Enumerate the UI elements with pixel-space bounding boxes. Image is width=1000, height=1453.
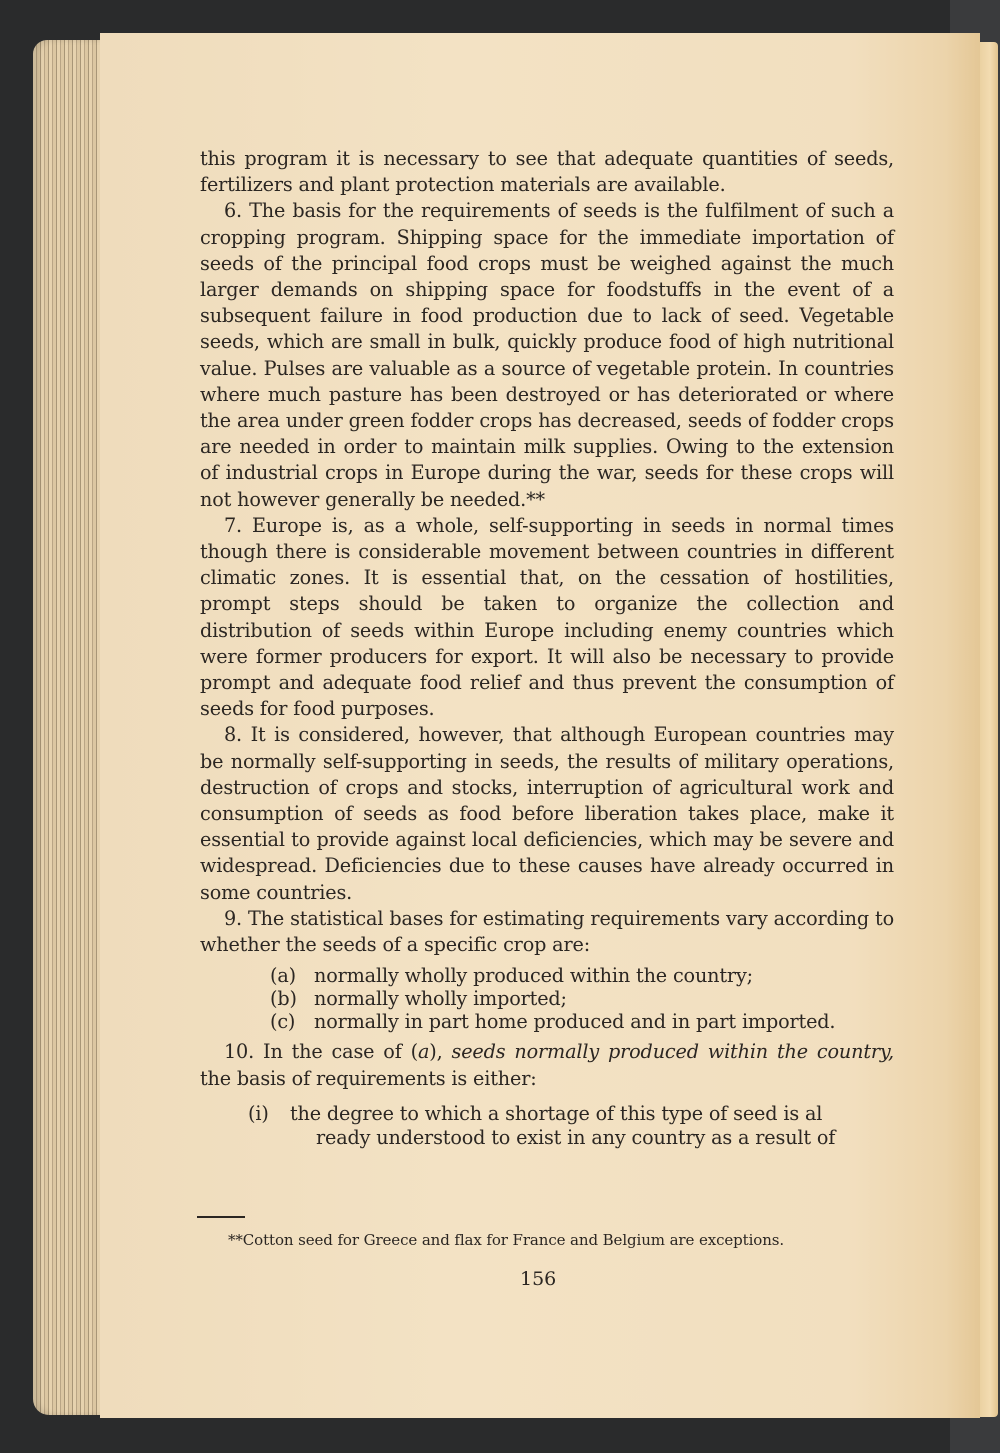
paragraph-intro: this program it is necessary to see that adequate quantities of seeds, fertilizers and plant protection materials are available. <box>200 147 894 197</box>
page-body <box>200 146 894 1150</box>
p10-mid: ), <box>429 1040 452 1064</box>
sub-text-line-1: the degree to which a shortage of this type of seed is al <box>290 1101 823 1125</box>
page-edge-right <box>978 42 998 1417</box>
list-text: normally wholly produced within the country; <box>314 964 753 988</box>
seed-source-list <box>200 964 894 1033</box>
sub-text-line-2: ready understood to exist in any country as a result of <box>316 1125 836 1149</box>
p10-lead: 10. In the case of ( <box>224 1040 418 1064</box>
list-marker: (b) <box>270 987 297 1011</box>
footnote-rule <box>197 1216 245 1218</box>
list-marker: (a) <box>270 964 296 988</box>
footnote: **Cotton seed for Greece and flax for France and Belgium are exceptions. <box>228 1231 785 1249</box>
paragraph-10 <box>200 1039 894 1091</box>
p10-letter: a <box>417 1040 430 1064</box>
sub-item-i <box>200 1102 894 1150</box>
sub-text <box>290 1102 894 1150</box>
list-marker: (c) <box>270 1010 296 1034</box>
page-number: 156 <box>520 1268 557 1290</box>
list-item-a <box>200 964 894 987</box>
p10-italic: seeds normally produced within the country, <box>451 1040 894 1064</box>
list-text: normally wholly imported; <box>314 987 567 1011</box>
paragraph-7: 7. Europe is, as a whole, self-supporting in seeds in normal times though there is considerable movement between countries in different climatic zones. It is essential that, on the cessation of hostilities, prompt steps should be taken to organize the collection and distribution of seeds within Europe including enemy countries which were former producers for export. It will also be necessary to provide prompt and adequate food relief and thus prevent the consumption of seeds for food purposes. <box>200 513 894 721</box>
paragraph-8: 8. It is considered, however, that although European countries may be normally self-supporting in seeds, the results of military operations, destruction of crops and stocks, interruption of agricultural work and consumption of seeds as food before liberation takes place, make it essential to provide against local deficiencies, which may be severe and widespread. Deficiencies due to these causes have already occurred in some countries. <box>200 723 894 904</box>
list-item-c <box>200 1010 894 1033</box>
paragraph-6: 6. The basis for the requirements of seeds is the fulfilment of such a cropping program. Shipping space for the immediate importation of seeds of the principal food crops must be weighed against the much larger demands on shipping space for foodstuffs in the event of a subsequent failure in food production due to lack of seed. Vegetable seeds, which are small in bulk, quickly produce food of high nutritional value. Pulses are valuable as a source of vegetable protein. In countries where much pasture has been destroyed or has deteriorated or where the area under green fodder crops has decreased, seeds of fodder crops are needed in order to maintain milk supplies. Owing to the extension of industrial crops in Europe during the war, seeds for these crops will not however generally be needed.** <box>200 199 894 511</box>
sub-marker: (i) <box>248 1101 269 1125</box>
paragraph-9: 9. The statistical bases for estimating requirements vary according to whether the seeds of a specific crop are: <box>200 906 894 957</box>
list-text: normally in part home produced and in part imported. <box>314 1010 836 1034</box>
list-item-b <box>200 987 894 1010</box>
page-edges-stack <box>33 40 103 1415</box>
p10-tail: the basis of requirements is either: <box>200 1066 537 1090</box>
